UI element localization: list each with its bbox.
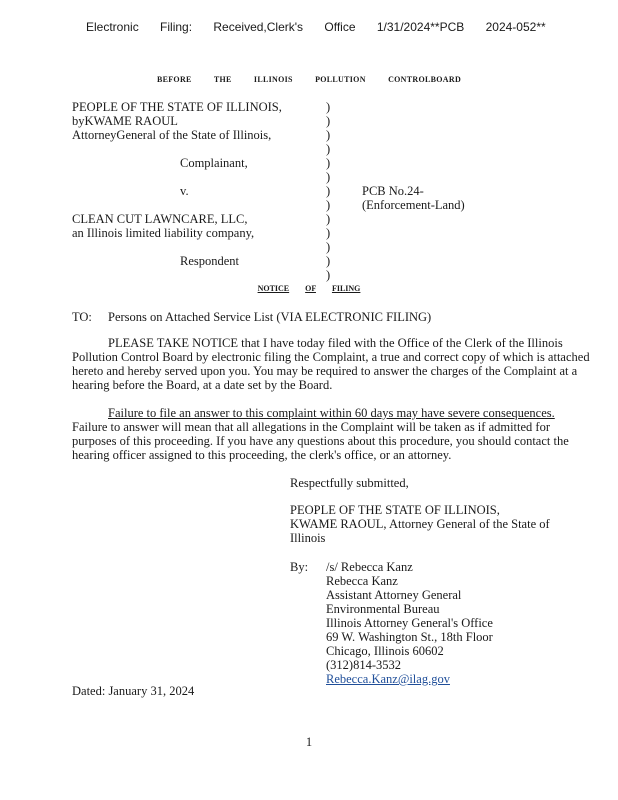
respondent-line-1: CLEAN CUT LAWNCARE, LLC, (72, 212, 248, 226)
caption-bracket: ) ) ) ) ) ) ) ) ) ) ) ) ) (326, 100, 331, 282)
signatory-line-1: PEOPLE OF THE STATE OF ILLINOIS, (290, 503, 500, 517)
to-label: TO: (72, 310, 92, 324)
header-date-code: 1/31/2024**PCB (376, 20, 465, 34)
attorney-name: Rebecca Kanz (326, 574, 398, 588)
respondent-line-2: an Illinois limited liability company, (72, 226, 255, 240)
pcb-number: PCB No.24- (362, 184, 424, 198)
complainant-label: Complainant, (180, 156, 248, 170)
header-electronic: Electronic (86, 20, 139, 34)
notice-paragraph-text: PLEASE TAKE NOTICE that I have today filed with the Office of the Clerk of the Illinois Pollution Control Board by electronic filing the Complaint, a true and correct copy of which is attached hereto and hereby served upon you. You may be required to answer the charges of the Complaint at a hearing before the Board, at a date set by the Board. (72, 336, 590, 392)
attorney-title: Assistant Attorney General (326, 588, 462, 602)
header-case-code: 2024-052** (485, 20, 546, 34)
failure-details: Failure to answer will mean that all allegations in the Complaint will be taken as if admitted for purposes of this proceeding. If you have any questions about this procedure, you should contact the hearing officer assigned to this proceeding, the clerk's office, or an attorney. (72, 420, 569, 462)
header-filing: Filing: (160, 20, 193, 34)
of-word: OF (305, 284, 316, 293)
office-name: Illinois Attorney General's Office (326, 616, 493, 630)
header-office: Office (324, 20, 356, 34)
signature-block (326, 560, 493, 686)
notice-word: NOTICE (257, 284, 290, 293)
respondent-label: Respondent (180, 254, 240, 268)
electronic-filing-header (86, 20, 560, 34)
to-recipients: Persons on Attached Service List (VIA ELECTRONIC FILING) (108, 310, 432, 324)
plaintiff-line-2: byKWAME RAOUL (72, 114, 178, 128)
failure-paragraph (72, 406, 590, 462)
email-link[interactable]: Rebecca.Kanz@ilag.gov (326, 672, 450, 686)
closing-line: Respectfully submitted, (290, 476, 409, 490)
by-label: By: (290, 560, 309, 574)
dated-line: Dated: January 31, 2024 (72, 684, 195, 698)
e-signature: /s/ Rebecca Kanz (326, 560, 413, 574)
plaintiff-line-1: PEOPLE OF THE STATE OF ILLINOIS, (72, 100, 282, 114)
failure-paragraph-text (72, 406, 590, 462)
case-type: (Enforcement-Land) (362, 198, 465, 212)
signatory-line-2: KWAME RAOUL, Attorney General of the State of (290, 517, 550, 531)
board-heading: BEFORE THE ILLINOIS POLLUTION CONTROLBOARD (156, 75, 462, 84)
bureau-name: Environmental Bureau (326, 602, 440, 616)
filing-word: FILING (331, 284, 361, 293)
page-number: 1 (305, 735, 313, 749)
signatory-line-3: Illinois (290, 531, 326, 545)
plaintiff-line-3: AttorneyGeneral of the State of Illinois, (72, 128, 272, 142)
phone-number: (312)814-3532 (326, 658, 401, 672)
header-received: Received,Clerk's (213, 20, 304, 34)
notice-of-filing-title (0, 284, 618, 293)
city-address: Chicago, Illinois 60602 (326, 644, 444, 658)
notice-paragraph (72, 336, 590, 392)
failure-warning: Failure to file an answer to this complaint within 60 days may have severe consequences. (108, 406, 555, 420)
street-address: 69 W. Washington St., 18th Floor (326, 630, 493, 644)
versus-label: v. (180, 184, 189, 198)
